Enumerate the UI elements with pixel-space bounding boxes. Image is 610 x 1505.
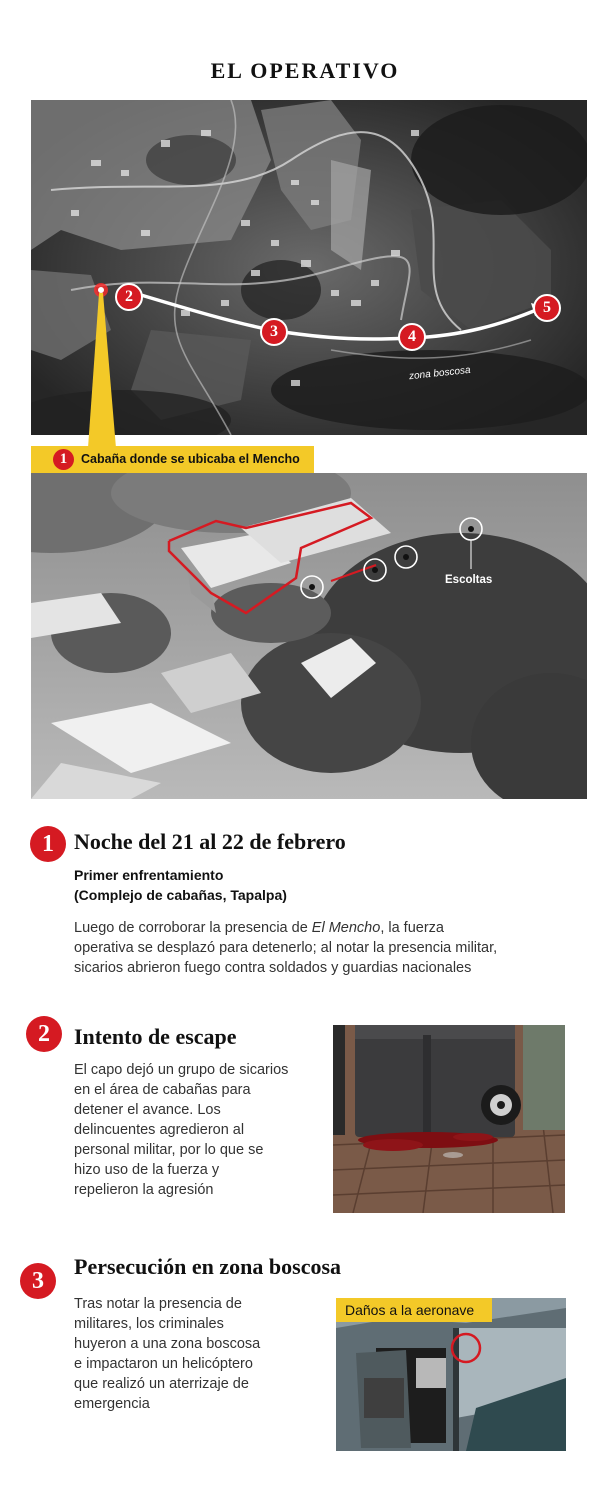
section-2-body-line: El capo dejó un grupo de sicarios [74,1062,289,1078]
section-3-body [74,1294,329,1414]
section-2-body-line: detener el avance. Los [74,1102,221,1118]
section-3-body-line: emergencia [74,1396,150,1412]
section-1-subheading-line: Primer enfrentamiento [74,867,224,883]
cabin-label-text: Cabaña donde se ubicaba el Mencho [81,452,300,466]
section-2-body [74,1060,334,1200]
section-2-body-line: personal militar, por lo que se [74,1142,264,1158]
body-emphasis: El Mencho [311,920,381,936]
section-1-number: 1 [30,826,66,862]
trash-bin-photo [333,1025,565,1213]
escorts-label: Escoltas [445,574,493,586]
route-marker-4: 4 [398,323,426,351]
section-1-subheading [74,865,287,905]
section-1-body-line: operativa se desplazó para detenerlo; al notar la presencia militar, [74,940,498,956]
section-3-heading: Persecución en zona boscosa [74,1254,342,1279]
section-3-body-line: Tras notar la presencia de [74,1296,242,1312]
section-2-body-line: repelieron la agresión [74,1182,214,1198]
section-2-body-line: hizo uso de la fuerza y [74,1162,220,1178]
route-marker-2: 2 [115,283,143,311]
section-1-body [74,918,594,978]
route-marker-3: 3 [260,318,288,346]
section-3-body-line: e impactaron un helicóptero [74,1356,253,1372]
section-3-body-line: militares, los criminales [74,1316,224,1332]
section-1-body-line [74,918,594,938]
section-3-number: 3 [20,1263,56,1299]
forest-zone-label: zona boscosa [408,364,472,383]
route-marker-5: 5 [533,294,561,322]
section-1-subheading-line: (Complejo de cabañas, Tapalpa) [74,887,287,903]
section-1-body-line: sicarios abrieron fuego contra soldados y guardias nacionales [74,960,472,976]
body-text: Luego de corroborar la presencia de [74,920,312,936]
thermal-photo [31,473,587,799]
section-2-heading: Intento de escape [74,1024,237,1049]
section-2-body-line: delincuentes agredieron al [74,1122,245,1138]
section-3-body-line: huyeron a una zona boscosa [74,1336,261,1352]
section-2-number: 2 [26,1016,62,1052]
trash-bin-photo-image [333,1025,565,1213]
section-2-body-line: en el área de cabañas para [74,1082,251,1098]
helicopter-photo-label: Daños a la aeronave [336,1298,492,1322]
section-1-heading: Noche del 21 al 22 de febrero [74,829,346,854]
cabin-label-number: 1 [53,449,74,470]
aerial-map [31,100,587,435]
section-3-body-line: que realizó un aterrizaje de [74,1376,249,1392]
aerial-map-image [31,100,587,435]
cabin-label [31,446,314,473]
thermal-photo-image [31,473,587,799]
body-text: , la fuerza [380,920,444,936]
page-title: EL OPERATIVO [210,58,400,83]
